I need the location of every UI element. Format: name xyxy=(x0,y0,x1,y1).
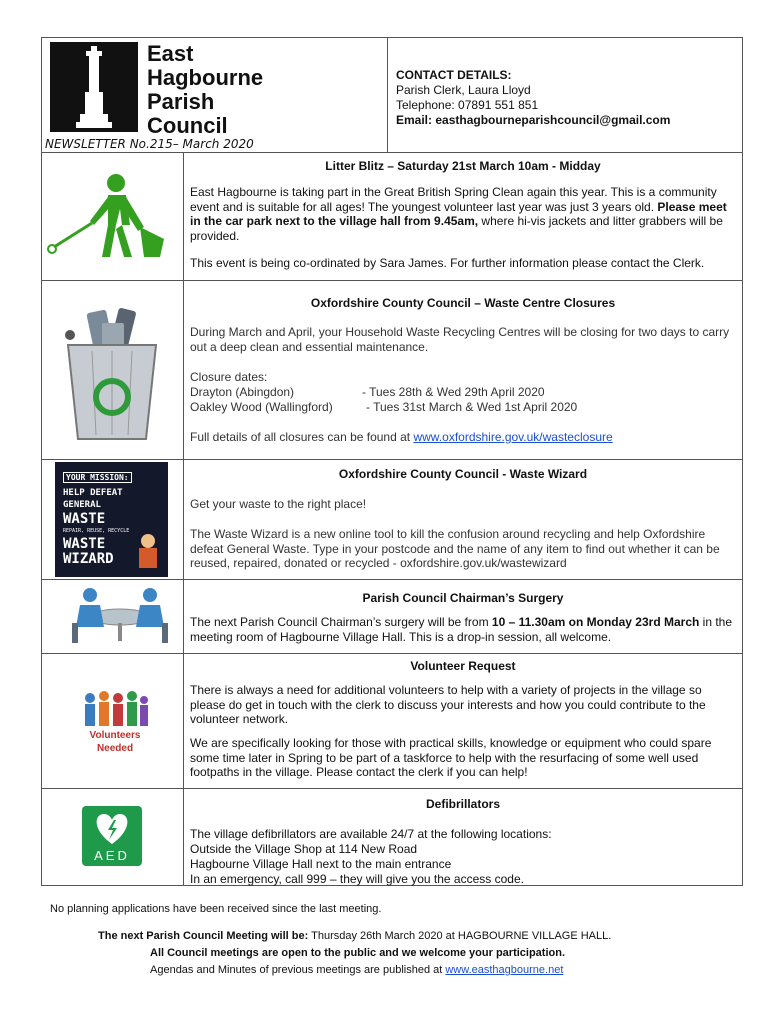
volunteers-image-text: Volunteers xyxy=(89,730,141,741)
closure-row-2 xyxy=(190,400,738,415)
contact-clerk: Parish Clerk, Laura Lloyd xyxy=(396,83,531,97)
newsletter-issue: NEWSLETTER No.215– March 2020 xyxy=(45,137,254,151)
closure-date: - Tues 28th & Wed 29th April 2020 xyxy=(362,385,545,399)
volunteer-paragraph-1: There is always a need for additional volunteers to help with a variety of projects in the village so please do get in touch with the clerk to discuss your interests and how you could contribute to the volunteer network. xyxy=(190,683,706,727)
litter-coordinator: This event is being co-ordinated by Sara James. For further information please contact the Clerk. xyxy=(190,256,705,270)
war-memorial-logo-icon xyxy=(50,42,138,132)
defib-line: The village defibrillators are available 24/7 at the following locations: xyxy=(190,827,552,841)
contact-title: CONTACT DETAILS: xyxy=(396,68,512,82)
logo-text-line: Hagbourne xyxy=(147,65,264,90)
surgery-paragraph xyxy=(190,615,738,644)
wizard-paragraph: The Waste Wizard is a new online tool to kill the confusion around recycling and help Oxfordshire defeat General Waste. Type in your postcode and the name of any item to find out whether it can be reused, repaired, donated or recycled - oxfordshire.gov.uk/wastewizard xyxy=(190,527,720,571)
litter-text: East Hagbourne is taking part in the Great British Spring Clean again this year. This is a community event and is suitable for all ages! The youngest volunteer last year was just 3 years old. xyxy=(190,185,717,214)
column-divider xyxy=(183,152,184,886)
volunteers-needed-image xyxy=(80,688,150,758)
next-meeting xyxy=(98,929,611,943)
open-meetings-note: All Council meetings are open to the public and we welcome your participation. xyxy=(150,947,566,959)
volunteers-people-icon xyxy=(80,688,150,728)
wizard-robe-icon xyxy=(139,548,157,568)
aed-label: AED xyxy=(94,848,130,863)
wizard-tagline: Get your waste to the right place! xyxy=(190,497,367,511)
header-divider xyxy=(387,37,388,152)
website-link[interactable]: www.easthagbourne.net xyxy=(445,964,564,976)
waste-paragraph: During March and April, your Household Waste Recycling Centres will be closing for two days to carry out a deep clean and essential maintenance. xyxy=(190,325,730,354)
litter-title: Litter Blitz – Saturday 21st March 10am - Midday xyxy=(325,159,601,173)
closure-site: Drayton (Abingdon) xyxy=(190,385,295,399)
closure-dates-label: Closure dates: xyxy=(190,370,268,384)
defib-line: In an emergency, call 999 – they will give you the access code. xyxy=(190,872,524,886)
row-divider xyxy=(41,653,743,654)
wizard-title: Oxfordshire County Council - Waste Wizard xyxy=(338,467,588,481)
surgery-title: Parish Council Chairman’s Surgery xyxy=(362,591,564,605)
agendas-note xyxy=(150,963,563,977)
aed-icon xyxy=(82,806,142,866)
planning-note: No planning applications have been received since the last meeting. xyxy=(50,903,382,915)
row-divider xyxy=(41,788,743,789)
row-divider xyxy=(41,579,743,580)
volunteer-title: Volunteer Request xyxy=(410,659,516,673)
surgery-text: in the meeting room of Hagbourne Village Hall. This is a drop-in session, all welcome. xyxy=(190,615,733,644)
wizard-image-text: WASTE xyxy=(63,536,106,552)
litter-meet-text: Please meet in the car park next to the village hall from 9.45am, xyxy=(190,199,727,229)
volunteers-image-text: Needed xyxy=(96,743,134,754)
contact-email[interactable]: Email: easthagbourneparishcouncil@gmail.com xyxy=(396,113,671,127)
closure-date: - Tues 31st March & Wed 1st April 2020 xyxy=(366,400,578,414)
waste-details xyxy=(190,430,738,445)
logo-text-line: Council xyxy=(147,113,228,138)
recycling-bin-icon xyxy=(62,305,162,445)
agendas-text: Agendas and Minutes of previous meetings are published at xyxy=(150,964,446,976)
next-meeting-label: The next Parish Council Meeting will be: xyxy=(98,930,309,942)
row-divider xyxy=(41,152,743,153)
wizard-image-text: GENERAL xyxy=(63,500,101,510)
waste-wizard-image xyxy=(55,462,168,577)
waste-details-text: Full details of all closures can be found at xyxy=(190,430,414,444)
wizard-image-text: WIZARD xyxy=(63,551,114,567)
surgery-text: The next Parish Council Chairman’s surgery will be from xyxy=(190,615,492,629)
wizard-image-text: YOUR MISSION: xyxy=(63,472,132,483)
closure-site: Oakley Wood (Wallingford) xyxy=(190,400,333,414)
litter-picker-icon xyxy=(44,165,174,265)
waste-closure-link[interactable]: www.oxfordshire.gov.uk/wasteclosure xyxy=(413,430,613,444)
defib-title: Defibrillators xyxy=(425,797,500,811)
defib-line: Hagbourne Village Hall next to the main entrance xyxy=(190,857,452,871)
litter-text: where hi-vis jackets and litter grabbers will be provided. xyxy=(190,214,723,243)
waste-title: Oxfordshire County Council – Waste Centre Closures xyxy=(310,296,616,310)
next-meeting-details: Thursday 26th March 2020 at HAGBOURNE VILLAGE HALL. xyxy=(308,930,612,942)
logo-text-line: Parish xyxy=(147,89,215,114)
logo-text-line: East xyxy=(147,41,194,66)
surgery-time-text: 10 – 11.30am on Monday 23rd March xyxy=(491,615,700,629)
litter-paragraph xyxy=(190,185,738,243)
wizard-character-icon xyxy=(141,534,155,548)
wizard-image-text: HELP DEFEAT xyxy=(63,488,123,498)
row-divider xyxy=(41,459,743,460)
meeting-table-icon xyxy=(70,583,170,645)
volunteer-paragraph-2: We are specifically looking for those with practical skills, knowledge or equipment who could spare some time later in Spring to be part of a taskforce to help with the resurfacing of some well used footpaths in the village. Please contact the clerk if you can help! xyxy=(190,736,712,780)
wizard-image-text: REPAIR, REUSE, RECYCLE xyxy=(63,528,130,534)
defib-line: Outside the Village Shop at 114 New Road xyxy=(190,842,418,856)
closure-row-1 xyxy=(190,385,738,400)
wizard-image-text: WASTE xyxy=(63,511,106,527)
contact-phone: Telephone: 07891 551 851 xyxy=(396,98,539,112)
row-divider xyxy=(41,280,743,281)
